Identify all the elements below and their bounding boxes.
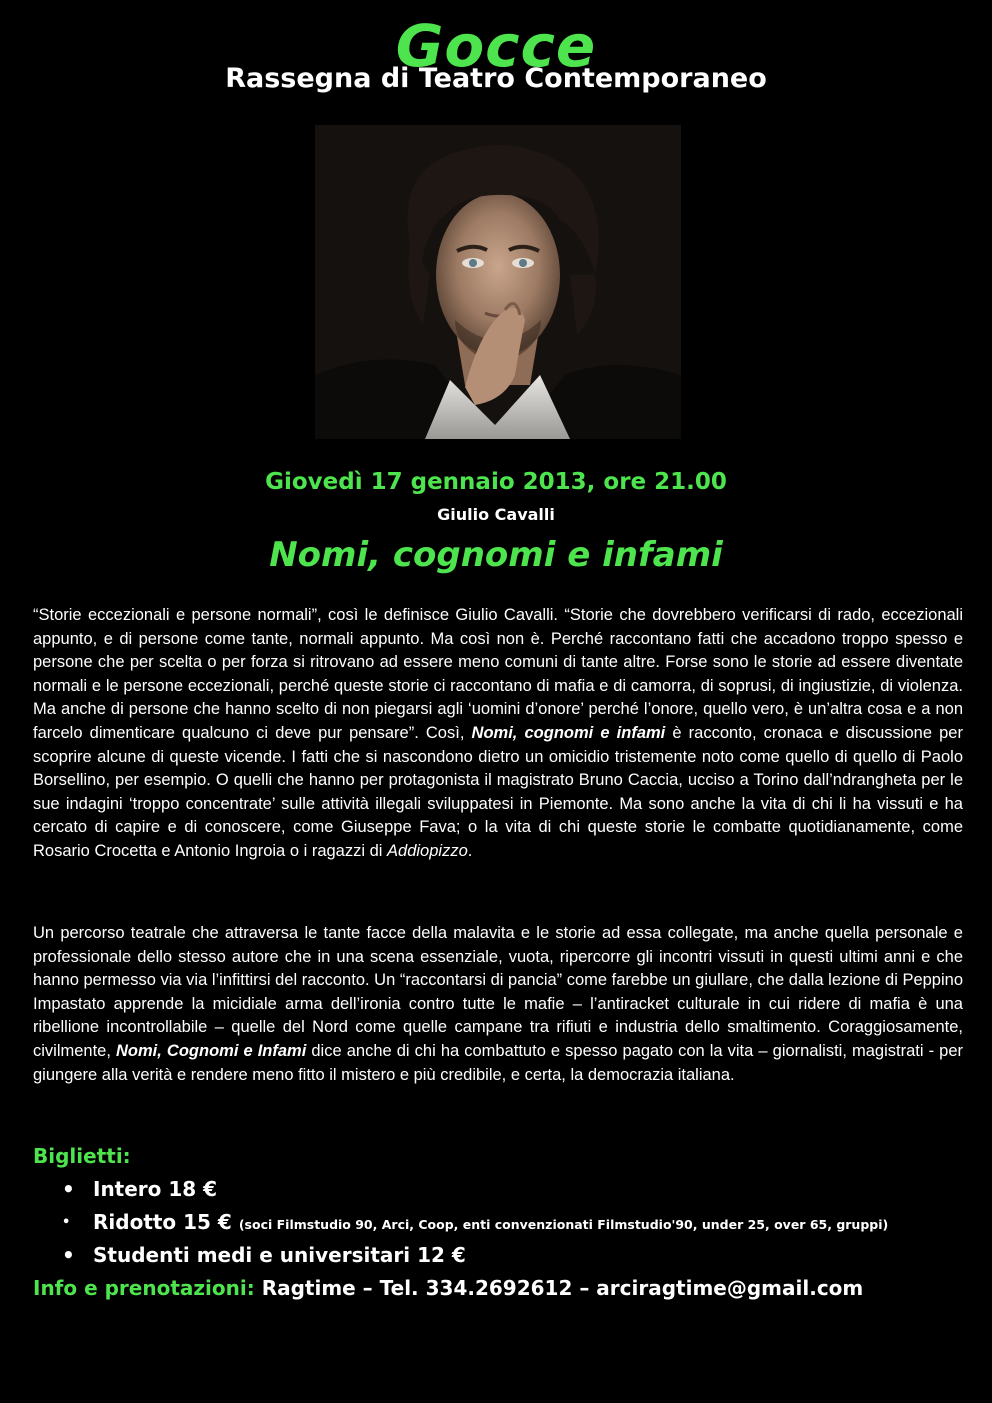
show-title: Nomi, cognomi e infami [269,535,723,575]
bullet-icon: • [62,1215,71,1230]
performer-portrait-image [315,125,681,439]
ticket-label: Ridotto 15 € [93,1210,232,1234]
description-text: “Storie eccezionali e persone normali”, così le definisce Giulio Cavalli. “Storie che dovrebbero verificarsi di rado, eccezionali appunto, e di persone come tante, normali appunto. Ma così non è. Perché raccontano fatti che accadono troppo spesso e persone che per scelta o per forza si ritrovano ad essere meno comuni di tante altre. Forse sono le storie ad essere diventate normali e le persone eccezionali, perché queste storie ci raccontano di mafia e di camorra, di soprusi, di ingiustizie, di violenza. Ma anche di persone che hanno scelto di non piegarsi agli ‘uomini d’onore’ perché l’onore, quello vero, è un’altra cosa e a non farcelo dimenticare qualcuno ci deve pur pensare”. Così, [33,606,963,742]
ticket-label: Intero 18 € [93,1177,218,1201]
page-header [0,0,992,110]
show-title-inline: Nomi, Cognomi e Infami [116,1041,307,1060]
performer-name: Giulio Cavalli [437,505,555,524]
addiopizzo-name: Addiopizzo [387,841,468,860]
info-line [33,1272,863,1304]
series-subtitle: Rassegna di Teatro Contemporaneo [225,63,767,94]
description-text: è racconto, cronaca e discussione per scoprire alcune di queste vicende. I fatti che si nascondono dietro un omicidio tristemente noto come quello di quello di Paolo Borsellino, per esempio. O quelli che hanno per protagonista il magistrato Bruno Caccia, ucciso a Torino dall’ndrangheta per le sue indagini ‘troppo concentrate’ sulle attività illegali sviluppatesi in Piemonte. Ma sono anche la vita di chi li ha vissuti e ha cercato di capire e di conoscere, come Giuseppe Fava; o la vita di chi queste storie le combatte quotidianamente, come Rosario Crocetta e Antonio Ingroia o i ragazzi di [33,723,963,860]
show-title-inline: Nomi, cognomi e infami [471,723,666,742]
description-text: Un percorso teatrale che attraversa le tante facce della malavita e le storie ad essa collegate, ma anche quella personale e professionale dello stesso autore che in una scena essenziale, vuota, ripercorre gli incontri vissuti in questi ultimi anni e che hanno permesso via via l’infittirsi del racconto. Un “raccontarsi di pancia” come farebbe un giullare, che dalla lezione di Peppino Impastato apprende la micidiale arma dell’ironia contro tutte le mafie – l’antiracket culturale in cui ridere di mafia è una ribellione incontrollabile – quelle del Nord come quelle campane tra rifiuti e industria dello smaltimento. Coraggiosamente, civilmente, [33,924,964,1060]
description-paragraph-2 [33,922,963,1087]
bullet-icon: • [62,1177,75,1201]
series-title: Gocce [395,12,597,80]
performer-photo [315,125,681,439]
ticket-note: (soci Filmstudio 90, Arci, Coop, enti convenzionati Filmstudio'90, under 25, over 65, gruppi) [238,1217,889,1232]
bullet-icon: • [62,1243,75,1267]
info-contact[interactable]: Ragtime – Tel. 334.2692612 – arciragtime@gmail.com [261,1276,864,1300]
event-date: Giovedì 17 gennaio 2013, ore 21.00 [265,469,727,495]
description-text: . [467,841,473,860]
tickets-heading: Biglietti: [33,1144,131,1168]
ticket-label: Studenti medi e universitari 12 € [93,1243,466,1267]
tickets-list [58,1173,888,1272]
ticket-item-studenti [58,1239,888,1272]
info-label: Info e prenotazioni: [33,1276,255,1300]
description-text: dice anche di chi ha combattuto e spesso pagato con la vita – giornalisti, magistrati - per giungere alla verità e rendere meno fitto il mistero e più credibile, e certa, la democrazia italiana. [33,1041,963,1084]
description-paragraph-1 [33,604,963,864]
ticket-item-intero [58,1173,888,1206]
ticket-item-ridotto [58,1206,888,1239]
